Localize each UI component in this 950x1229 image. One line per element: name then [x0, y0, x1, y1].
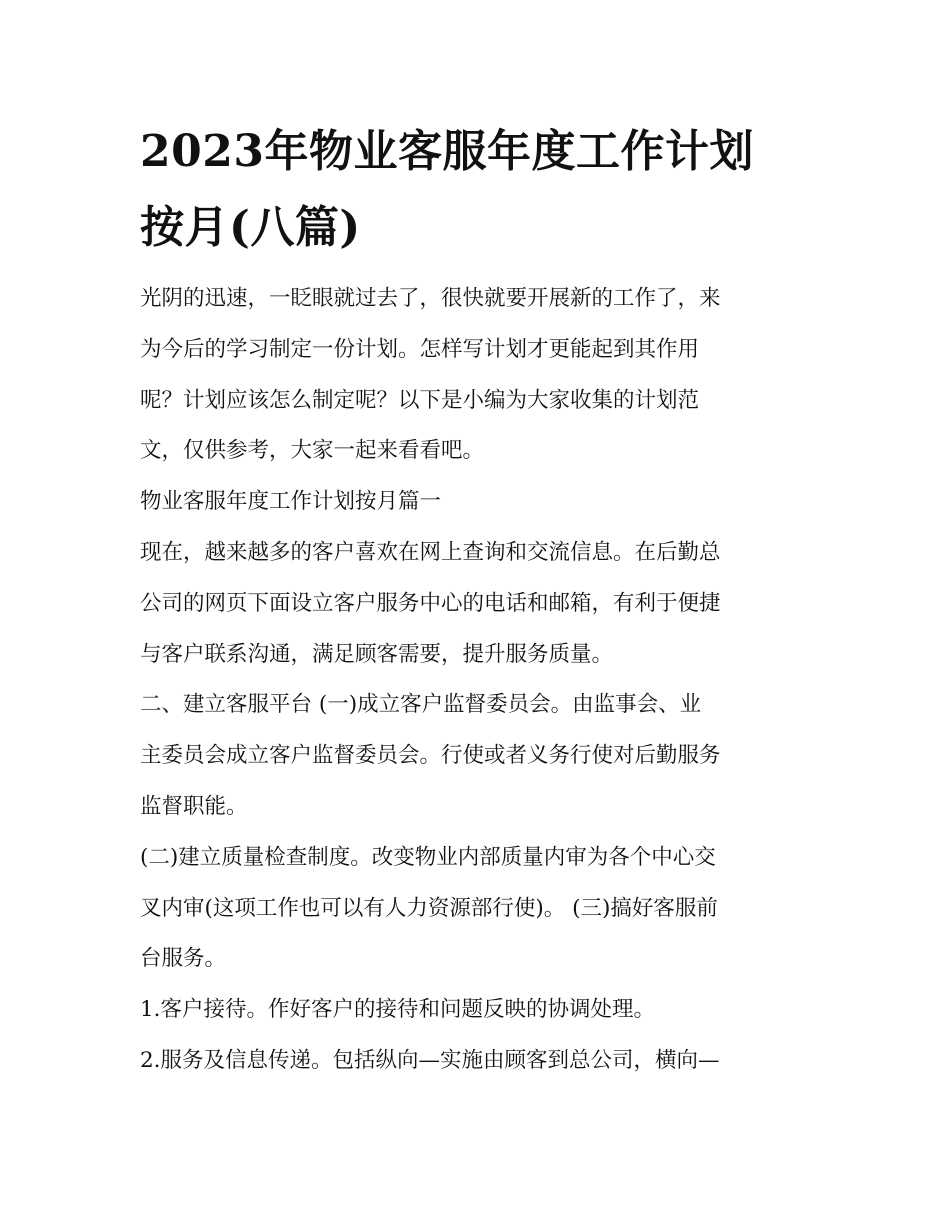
body-line: 二、建立客服平台 (一)成立客户监督委员会。由监事会、业	[140, 692, 702, 718]
title-line-1: 2023年物业客服年度工作计划	[140, 126, 754, 177]
body-line: 监督职能。	[140, 793, 248, 819]
section-heading: 物业客服年度工作计划按月篇一	[140, 489, 442, 515]
document-title	[140, 114, 830, 266]
body-line: 为今后的学习制定一份计划。怎样写计划才更能起到其作用	[140, 336, 700, 362]
body-line: 现在，越来越多的客户喜欢在网上查询和交流信息。在后勤总	[140, 539, 721, 565]
body-line: 1.客户接待。作好客户的接待和问题反映的协调处理。	[140, 997, 656, 1023]
body-line: 文，仅供参考，大家一起来看看吧。	[140, 438, 485, 464]
title-line-2: 按月(八篇)	[140, 202, 361, 253]
body-line: 与客户联系沟通，满足顾客需要，提升服务质量。	[140, 641, 614, 667]
body-line: 叉内审(这项工作也可以有人力资源部行使)。 (三)搞好客服前	[140, 895, 718, 921]
body-line: 台服务。	[140, 946, 227, 972]
body-line: 呢？计划应该怎么制定呢？以下是小编为大家收集的计划范	[140, 387, 700, 413]
body-line: 2.服务及信息传递。包括纵向—实施由顾客到总公司，横向—	[140, 1047, 720, 1073]
body-line: 主委员会成立客户监督委员会。行使或者义务行使对后勤服务	[140, 743, 721, 769]
body-line: 公司的网页下面设立客户服务中心的电话和邮箱，有利于便捷	[140, 590, 721, 616]
document-body	[140, 274, 840, 1087]
body-line: 光阴的迅速，一眨眼就过去了，很快就要开展新的工作了，来	[140, 286, 721, 311]
body-line: (二)建立质量检查制度。改变物业内部质量内审为各个中心交	[140, 844, 716, 870]
